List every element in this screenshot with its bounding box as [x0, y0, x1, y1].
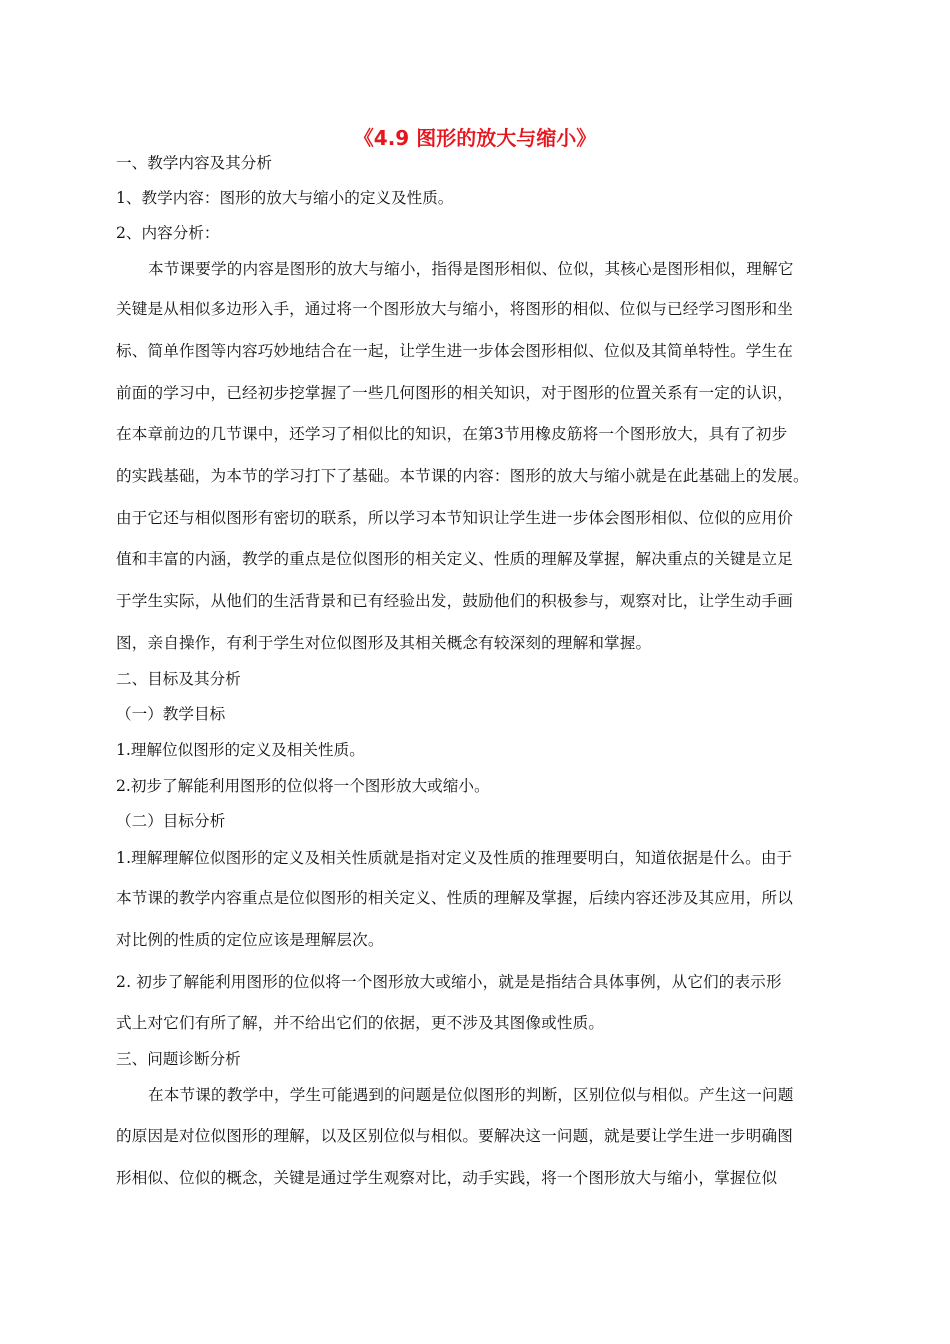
- paragraph-line: 的原因是对位似图形的理解，以及区别位似与相似。要解决这一问题，就是要让学生进一步明确图: [116, 1127, 793, 1145]
- paragraph-line: 值和丰富的内涵，教学的重点是位似图形的相关定义、性质的理解及掌握，解决重点的关键是立足: [116, 550, 793, 568]
- paragraph-line: 图，亲自操作，有利于学生对位似图形及其相关概念有较深刻的理解和掌握。: [116, 634, 652, 652]
- objective-item: 1.理解位似图形的定义及相关性质。: [116, 741, 365, 759]
- document-title: 《4.9 图形的放大与缩小》: [353, 126, 597, 150]
- section-heading-objectives: 二、目标及其分析: [116, 670, 241, 688]
- paragraph-line: 前面的学习中，已经初步挖掌握了一些几何图形的相关知识，对于图形的位置关系有一定的认识，: [116, 384, 793, 402]
- paragraph-line: 的实践基础，为本节的学习打下了基础。本节课的内容：图形的放大与缩小就是在此基础上的发展。: [116, 467, 809, 485]
- paragraph-line: 在本章前边的几节课中，还学习了相似比的知识，在第3节用橡皮筋将一个图形放大，具有了初步: [116, 425, 788, 443]
- objective-item: 2.初步了解能利用图形的位似将一个图形放大或缩小。: [116, 777, 490, 795]
- paragraph-line: 标、简单作图等内容巧妙地结合在一起，让学生进一步体会图形相似、位似及其简单特性。学生在: [116, 342, 793, 360]
- paragraph-line: 本节课要学的内容是图形的放大与缩小，指得是图形相似、位似，其核心是图形相似，理解它: [148, 260, 794, 278]
- paragraph-line: 本节课的教学内容重点是位似图形的相关定义、性质的理解及掌握，后续内容还涉及其应用，所以: [116, 889, 793, 907]
- list-item-teaching-content: 1、教学内容：图形的放大与缩小的定义及性质。: [116, 189, 454, 207]
- list-item-content-analysis: 2、内容分析：: [116, 224, 220, 242]
- paragraph-line: 在本节课的教学中，学生可能遇到的问题是位似图形的判断，区别位似与相似。产生这一问题: [148, 1086, 794, 1104]
- subheading-objective-analysis: （二）目标分析: [116, 812, 226, 830]
- paragraph-line: 1.理解理解位似图形的定义及相关性质就是指对定义及性质的推理要明白，知道依据是什么。由于: [116, 849, 793, 867]
- section-heading-problem-diagnosis: 三、问题诊断分析: [116, 1050, 241, 1068]
- paragraph-line: 对比例的性质的定位应该是理解层次。: [116, 931, 384, 949]
- section-heading-content-analysis: 一、教学内容及其分析: [116, 154, 272, 172]
- subheading-teaching-objectives: （一）教学目标: [116, 705, 226, 723]
- paragraph-line: 形相似、位似的概念，关键是通过学生观察对比，动手实践，将一个图形放大与缩小，掌握位似: [116, 1169, 778, 1187]
- paragraph-line: 于学生实际，从他们的生活背景和已有经验出发，鼓励他们的积极参与，观察对比，让学生动手画: [116, 592, 793, 610]
- paragraph-line: 关键是从相似多边形入手，通过将一个图形放大与缩小，将图形的相似、位似与已经学习图形和坐: [116, 300, 793, 318]
- paragraph-line: 由于它还与相似图形有密切的联系，所以学习本节知识让学生进一步体会图形相似、位似的应用价: [116, 509, 793, 527]
- paragraph-line: 式上对它们有所了解，并不给出它们的依据，更不涉及其图像或性质。: [116, 1014, 605, 1032]
- paragraph-line: 2. 初步了解能利用图形的位似将一个图形放大或缩小，就是是指结合具体事例，从它们的表示形: [116, 973, 782, 991]
